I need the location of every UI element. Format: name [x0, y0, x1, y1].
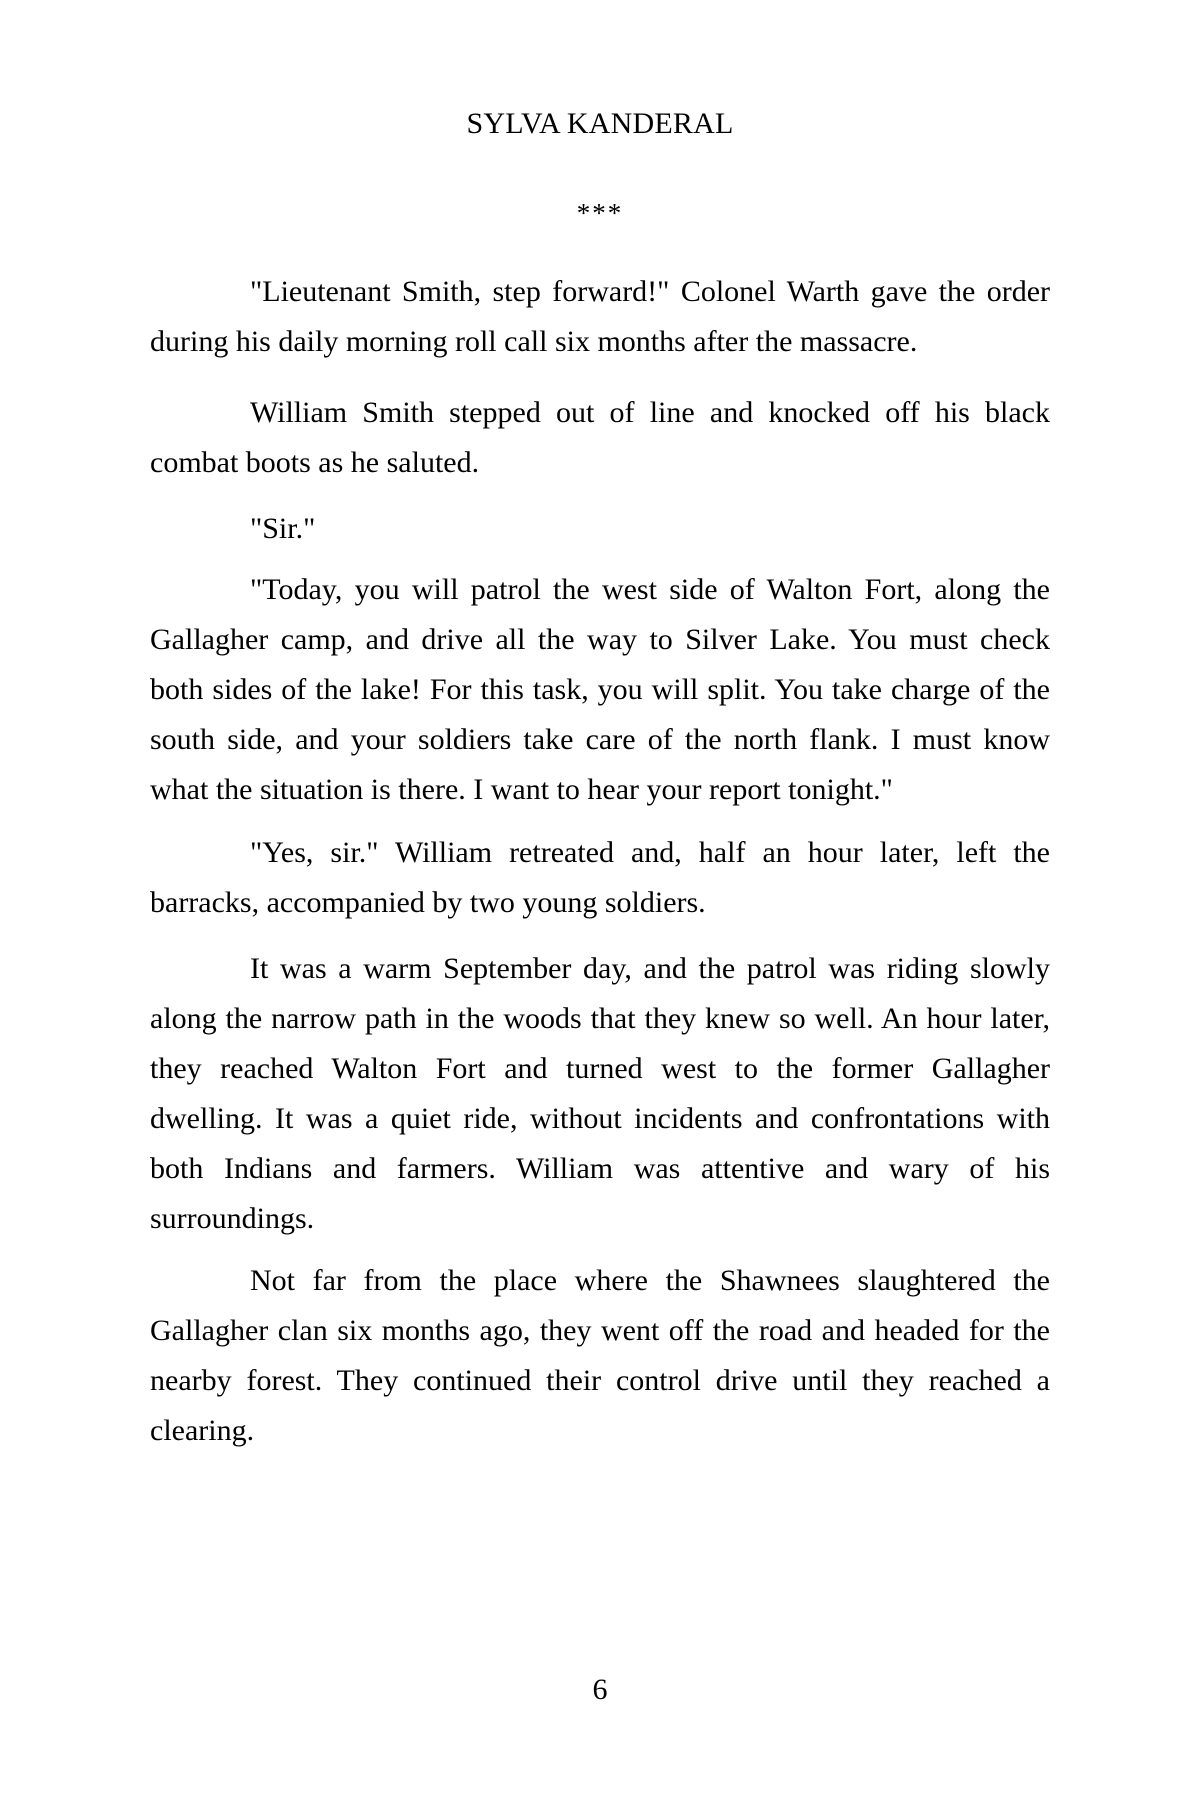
paragraph: It was a warm September day, and the patrol was riding slowly along the narrow path in the woods that they knew so well. An hour later, they reached Walton Fort and turned west to the former Gallagher dwelling. It was a quiet ride, without incidents and confrontations with both Indians and farmers. William was attentive and wary of his surroundings. [150, 952, 1050, 1235]
paragraph: Not far from the place where the Shawnees slaughtered the Gallagher clan six months ago, they went off the road and headed for the nearby forest. They continued their control drive until they reached a clearing. [150, 1264, 1050, 1447]
paragraph: William Smith stepped out of line and knocked off his black combat boots as he saluted. [150, 396, 1050, 479]
paragraph: "Sir." [250, 512, 316, 545]
body-text [150, 267, 1050, 1456]
paragraph: "Lieutenant Smith, step forward!" Colonel Warth gave the order during his daily morning roll call six months after the massacre. [150, 275, 1050, 358]
running-head: SYLVA KANDERAL [466, 107, 734, 140]
paragraph: "Today, you will patrol the west side of Walton Fort, along the Gallagher camp, and drive all the way to Silver Lake. You must check both sides of the lake! For this task, you will split. You take charge of the south side, and your soldiers take care of the north flank. I must know what the situation is there. I want to hear your report tonight." [150, 573, 1050, 806]
page-number: 6 [592, 1673, 608, 1706]
paragraph: "Yes, sir." William retreated and, half an hour later, left the barracks, accompanied by two young soldiers. [150, 836, 1050, 919]
scene-break: *** [576, 198, 624, 228]
